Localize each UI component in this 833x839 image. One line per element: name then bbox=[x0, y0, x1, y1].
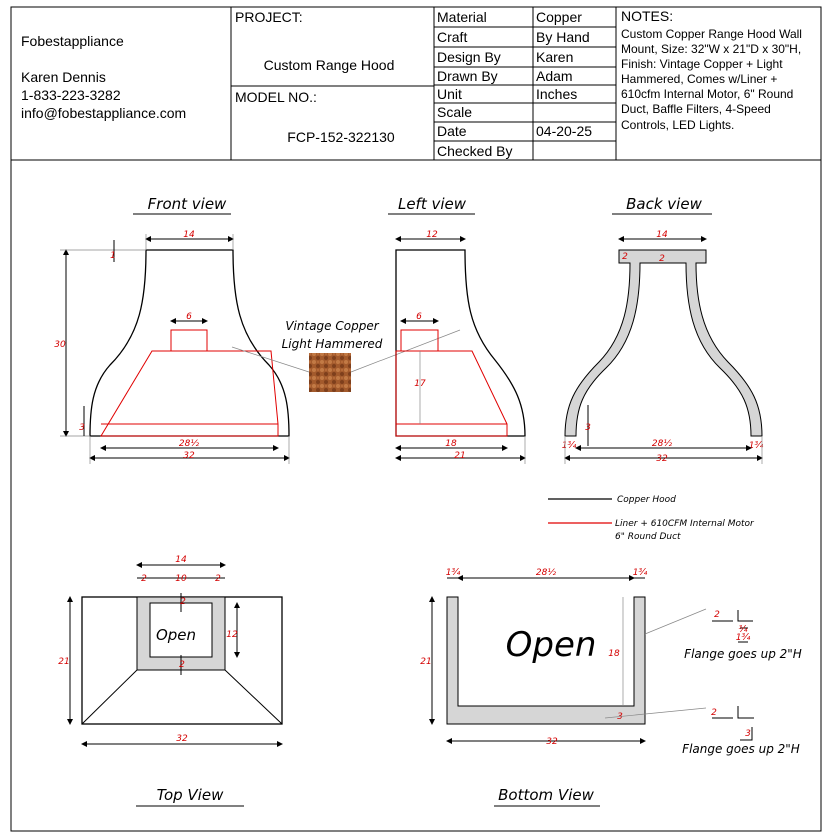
top-dim-height: 12 bbox=[226, 630, 238, 640]
bottom-dim-width: 32 bbox=[546, 737, 558, 747]
left-liner-outline bbox=[396, 351, 507, 436]
contact-phone: 1-833-223-3282 bbox=[21, 87, 121, 103]
spec-label-craft: Craft bbox=[437, 29, 468, 45]
spec-value-date: 04-20-25 bbox=[536, 123, 593, 139]
top-dim-side-right: 2 bbox=[215, 574, 221, 584]
top-open-label: Open bbox=[155, 626, 197, 644]
flange-dim-a: 2 bbox=[714, 610, 720, 620]
front-dim-duct: 6 bbox=[186, 312, 192, 322]
notes-title: NOTES: bbox=[621, 8, 674, 24]
left-hood-outline bbox=[396, 250, 525, 436]
spec-label-material: Material bbox=[437, 9, 487, 25]
flange-label-lower: Flange goes up 2"H bbox=[682, 742, 800, 756]
front-dim-lip: 1 bbox=[110, 251, 116, 261]
top-dim-width: 32 bbox=[176, 734, 188, 744]
flange-dim-e: 3 bbox=[745, 729, 751, 739]
project-label: PROJECT: bbox=[235, 9, 303, 25]
left-dim-liner-h: 17 bbox=[414, 379, 426, 389]
bottom-view-caption: Bottom View bbox=[498, 786, 594, 804]
back-dim-side-left: 1¾ bbox=[561, 441, 577, 451]
front-view-caption: Front view bbox=[147, 195, 227, 213]
back-view bbox=[562, 230, 764, 464]
model-label: MODEL NO.: bbox=[235, 89, 317, 105]
top-dim-width-top: 14 bbox=[175, 555, 187, 565]
front-dim-height: 30 bbox=[54, 340, 66, 350]
bottom-view bbox=[420, 568, 706, 747]
top-dim-depth: 21 bbox=[58, 657, 70, 667]
finish-label-line2: Light Hammered bbox=[281, 337, 383, 351]
spec-value-design-by: Karen bbox=[536, 49, 574, 65]
front-dim-top: 14 bbox=[183, 230, 195, 240]
back-section bbox=[565, 250, 762, 436]
bottom-open-label: Open bbox=[505, 625, 597, 665]
flange-label-upper: Flange goes up 2"H bbox=[684, 647, 802, 661]
notes-line: Mount, Size: 32"W x 21"D x 30"H, bbox=[621, 42, 802, 56]
front-dim-width: 32 bbox=[183, 451, 195, 461]
back-dim-width: 32 bbox=[656, 454, 668, 464]
finish-label-line1: Vintage Copper bbox=[285, 319, 379, 333]
back-dim-inner: 28½ bbox=[651, 439, 673, 449]
flange-dim-b: ¾ bbox=[738, 625, 748, 635]
spec-label-unit: Unit bbox=[437, 86, 462, 102]
spec-label-design-by: Design By bbox=[437, 49, 501, 65]
left-dim-depth: 21 bbox=[454, 451, 466, 461]
bottom-dim-side-right: 1¾ bbox=[632, 568, 648, 578]
model-number: FCP-152-322130 bbox=[287, 129, 395, 145]
bottom-dim-wall: 3 bbox=[617, 712, 623, 722]
left-dim-liner: 18 bbox=[445, 439, 457, 449]
front-dim-liner: 28½ bbox=[178, 439, 200, 449]
spec-value-unit: Inches bbox=[536, 86, 578, 102]
notes-line: Hammered, Comes w/Liner + bbox=[621, 72, 778, 86]
contact-email: info@fobestappliance.com bbox=[21, 105, 187, 121]
legend-red-label-line2: 6" Round Duct bbox=[615, 532, 681, 542]
notes-line: Duct, Baffle Filters, 4-Speed bbox=[621, 102, 771, 116]
legend-red-label-line1: Liner + 610CFM Internal Motor bbox=[615, 519, 754, 529]
back-dim-wall-b: 2 bbox=[659, 254, 665, 264]
top-view bbox=[58, 555, 282, 744]
flange-details bbox=[682, 610, 802, 756]
bottom-dim-side-left: 1¾ bbox=[445, 568, 461, 578]
notes-line: Custom Copper Range Hood Wall bbox=[621, 27, 802, 41]
bottom-dim-height: 18 bbox=[608, 649, 620, 659]
bottom-dim-inner: 28½ bbox=[535, 568, 557, 578]
front-duct bbox=[171, 330, 207, 351]
top-view-caption: Top View bbox=[156, 786, 224, 804]
bottom-dim-depth: 21 bbox=[420, 657, 432, 667]
top-dim-side-left: 2 bbox=[141, 574, 147, 584]
notes-line: Finish: Vintage Copper + Light bbox=[621, 57, 783, 71]
flange-dim-c: 1¾ bbox=[735, 633, 751, 643]
spec-value-drawn-by: Adam bbox=[536, 68, 573, 84]
notes-line: Controls, LED Lights. bbox=[621, 118, 735, 132]
title-block bbox=[11, 7, 821, 160]
left-dim-top: 12 bbox=[426, 230, 438, 240]
front-dim-base: 3 bbox=[79, 423, 85, 433]
top-dim-wall-top: 2 bbox=[180, 597, 186, 607]
top-dim-wall-bottom: 2 bbox=[179, 660, 185, 670]
back-dim-top: 14 bbox=[656, 230, 668, 240]
flange-dim-d: 2 bbox=[711, 708, 717, 718]
spec-label-drawn-by: Drawn By bbox=[437, 68, 498, 84]
front-view bbox=[54, 230, 289, 464]
left-view-caption: Left view bbox=[397, 195, 467, 213]
spec-value-craft: By Hand bbox=[536, 29, 590, 45]
back-dim-side-right: 1¾ bbox=[748, 441, 764, 451]
front-hood-outline bbox=[90, 250, 289, 436]
back-view-caption: Back view bbox=[626, 195, 702, 213]
copper-swatch bbox=[309, 353, 351, 392]
front-liner-outline bbox=[101, 351, 278, 436]
notes-line: 610cfm Internal Motor, 6" Round bbox=[621, 87, 794, 101]
legend bbox=[548, 495, 755, 542]
spec-value-material: Copper bbox=[536, 9, 582, 25]
spec-label-date: Date bbox=[437, 123, 467, 139]
legend-black-label: Copper Hood bbox=[617, 495, 676, 505]
company-name: Fobestappliance bbox=[21, 33, 124, 49]
top-dim-center: 10 bbox=[175, 574, 187, 584]
contact-name: Karen Dennis bbox=[21, 69, 106, 85]
spec-label-scale: Scale bbox=[437, 104, 473, 120]
back-dim-wall: 2 bbox=[622, 252, 628, 262]
project-name: Custom Range Hood bbox=[263, 57, 395, 73]
back-dim-base: 3 bbox=[585, 423, 591, 433]
spec-label-checked-by: Checked By bbox=[437, 143, 513, 159]
left-dim-duct: 6 bbox=[416, 312, 422, 322]
